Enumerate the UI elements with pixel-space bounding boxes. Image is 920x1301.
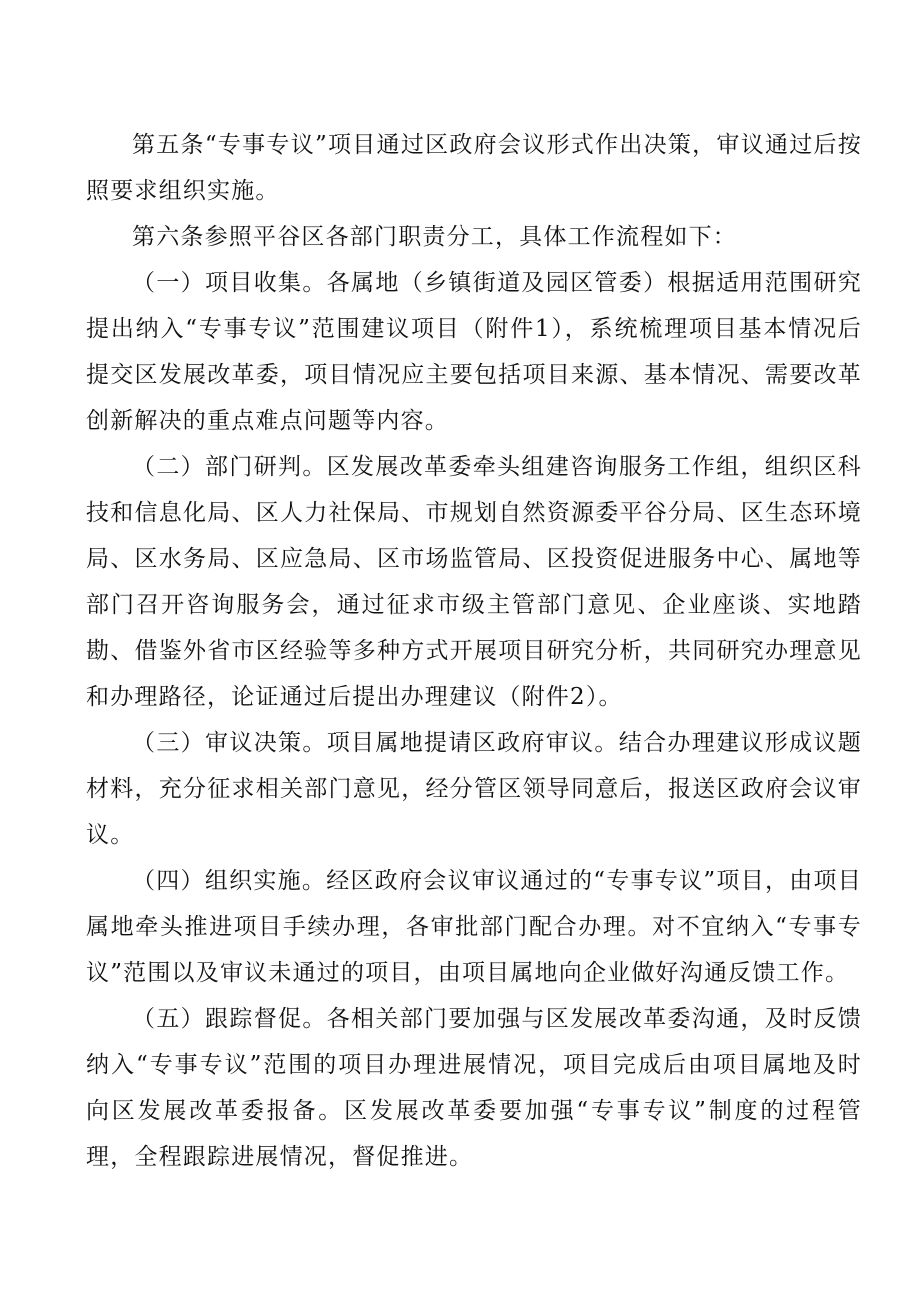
paragraph-step-3-decision: （三）审议决策。项目属地提请区政府审议。结合办理建议形成议题材料，充分征求相关部门意见，经分管区领导同意后，报送区政府会议审议。	[86, 730, 862, 848]
paragraph-article-5: 第五条“专事专议”项目通过区政府会议形式作出决策，审议通过后按照要求组织实施。	[86, 132, 862, 204]
paragraph-step-2-review: （二）部门研判。区发展改革委牵头组建咨询服务工作组，组织区科技和信息化局、区人力社保局、市规划自然资源委平谷分局、区生态环境局、区水务局、区应急局、区市场监管局、区投资促进服务中心、属地等部门召开咨询服务会，通过征求市级主管部门意见、企业座谈、实地踏勘、借鉴外省市区经验等多种方式开展项目研究分析，共同研究办理意见和办理路径，论证通过后提出办理建议（附件2）。	[86, 454, 862, 710]
paragraph-article-6: 第六条参照平谷区各部门职责分工，具体工作流程如下：	[132, 224, 737, 250]
paragraph-step-4-implementation: （四）组织实施。经区政府会议审议通过的“专事专议”项目，由项目属地牵头推进项目手续办理，各审批部门配合办理。对不宜纳入“专事专议”范围以及审议未通过的项目，由项目属地向企业做好沟通反馈工作。	[86, 868, 862, 986]
document-body	[86, 122, 862, 1180]
paragraph-step-1-collection: （一）项目收集。各属地（乡镇街道及园区管委）根据适用范围研究提出纳入“专事专议”范围建议项目（附件1），系统梳理项目基本情况后提交区发展改革委，项目情况应主要包括项目来源、基本情况、需要改革创新解决的重点难点问题等内容。	[86, 270, 862, 434]
paragraph-step-5-tracking: （五）跟踪督促。各相关部门要加强与区发展改革委沟通，及时反馈纳入“专事专议”范围的项目办理进展情况，项目完成后由项目属地及时向区发展改革委报备。区发展改革委要加强“专事专议”制度的过程管理，全程跟踪进展情况，督促推进。	[86, 1006, 862, 1170]
